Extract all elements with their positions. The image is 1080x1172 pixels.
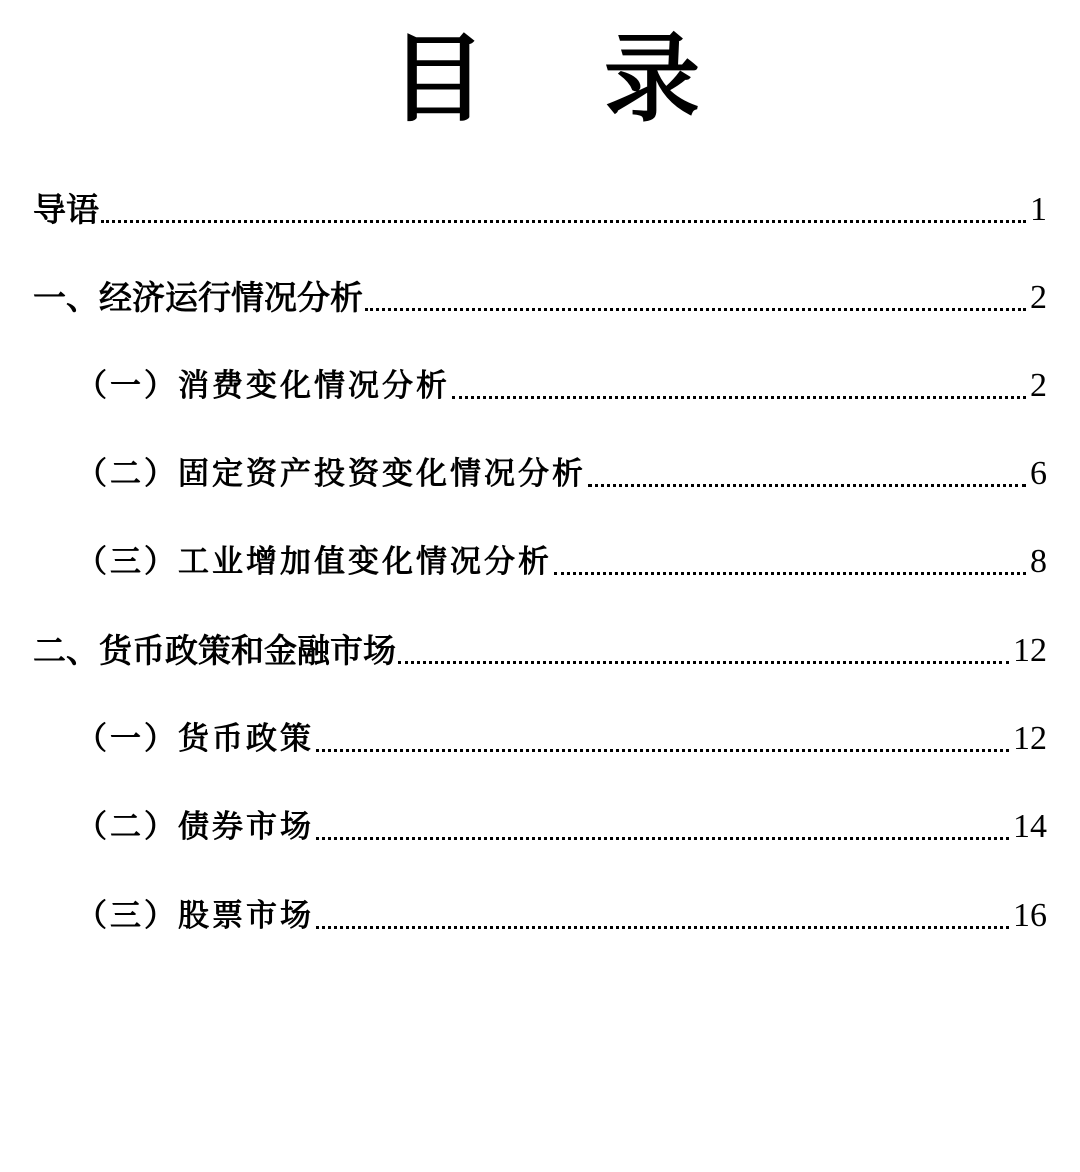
toc-entry-page-number: 16 [1013, 897, 1047, 934]
toc-entry-page-number: 1 [1030, 191, 1047, 228]
toc-entry-page-number: 6 [1030, 455, 1047, 492]
dot-leader [101, 220, 1026, 223]
dot-leader [316, 926, 1009, 929]
toc-entry-page-number: 12 [1013, 632, 1047, 669]
toc-entry-stock-market[interactable] [0, 892, 1080, 940]
toc-entry-page-number: 14 [1013, 808, 1047, 845]
toc-entry-label: （二）债券市场 [76, 809, 314, 845]
toc-entry-fixed-asset-investment[interactable] [0, 450, 1080, 498]
toc-entry-label: 一、经济运行情况分析 [33, 278, 363, 317]
dot-leader [365, 308, 1026, 311]
toc-entry-consumption[interactable] [0, 362, 1080, 410]
toc-entry-industrial-value-added[interactable] [0, 538, 1080, 586]
dot-leader [554, 572, 1026, 575]
dot-leader [316, 837, 1009, 840]
toc-entry-label: （三）股票市场 [76, 898, 314, 934]
dot-leader [588, 484, 1026, 487]
toc-entry-label: 二、货币政策和金融市场 [33, 631, 396, 670]
toc-entry-page-number: 2 [1030, 367, 1047, 404]
dot-leader [316, 749, 1009, 752]
toc-entry-label: 导语 [33, 190, 99, 229]
toc-entry-economy-analysis[interactable] [0, 274, 1080, 322]
toc-entry-page-number: 8 [1030, 543, 1047, 580]
toc-entry-label: （二）固定资产投资变化情况分析 [76, 456, 586, 492]
toc-entry-label: （一）货币政策 [76, 721, 314, 757]
toc-entry-monetary-policy-markets[interactable] [0, 627, 1080, 675]
dot-leader [452, 396, 1026, 399]
page-title [0, 14, 1080, 144]
toc-entry-label: （一）消费变化情况分析 [76, 368, 450, 404]
toc-entry-page-number: 2 [1030, 279, 1047, 316]
title-char-1: 目 [390, 23, 486, 135]
toc-entry-label: （三）工业增加值变化情况分析 [76, 544, 552, 580]
toc-entry-page-number: 12 [1013, 720, 1047, 757]
dot-leader [398, 661, 1009, 664]
toc-entry-bond-market[interactable] [0, 803, 1080, 851]
title-char-2: 录 [604, 23, 700, 135]
toc-entry-intro[interactable] [0, 186, 1080, 234]
toc-entry-monetary-policy[interactable] [0, 715, 1080, 763]
